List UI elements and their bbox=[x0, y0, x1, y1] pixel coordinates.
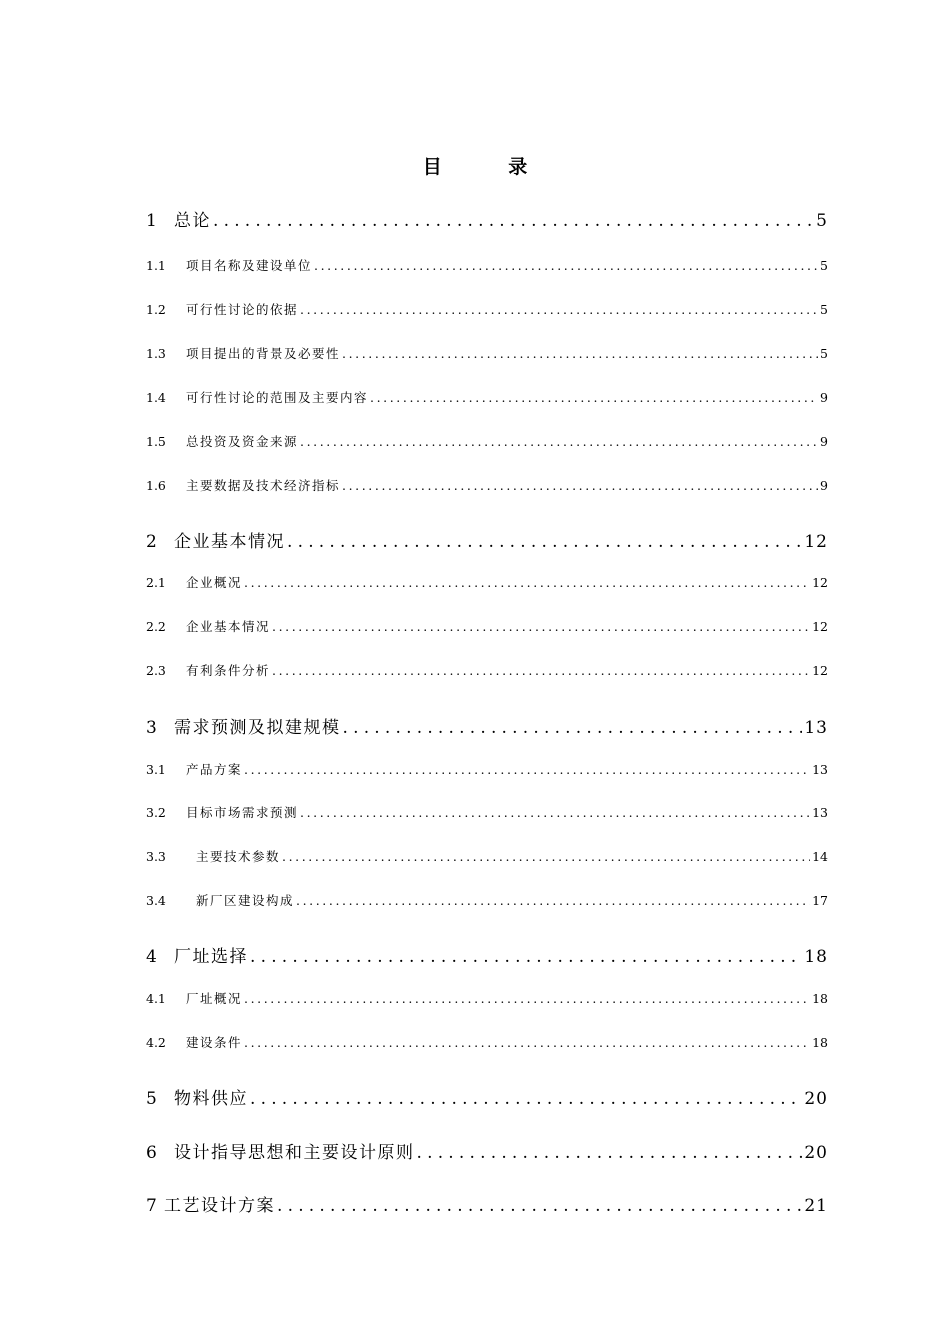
toc-entry-number: 1.2 bbox=[146, 302, 166, 317]
toc-entry-number: 1.6 bbox=[146, 478, 166, 493]
toc-entry-number: 3.1 bbox=[146, 762, 166, 777]
toc-entry-title: 项目名称及建设单位 bbox=[186, 258, 313, 273]
toc-entry-number: 1.5 bbox=[146, 434, 166, 449]
toc-entry-page: 5 bbox=[820, 346, 828, 361]
toc-entry-1-3[interactable] bbox=[146, 344, 828, 364]
toc-entry-4-1[interactable] bbox=[146, 989, 828, 1009]
dot-leader bbox=[244, 1035, 810, 1050]
toc-entry-number: 3.4 bbox=[146, 893, 166, 908]
toc-entry-number: 2.2 bbox=[146, 619, 166, 634]
toc-entry-title: 项目提出的背景及必要性 bbox=[186, 346, 341, 361]
toc-entry-page: 12 bbox=[804, 532, 828, 552]
toc-entry-4-2[interactable] bbox=[146, 1033, 828, 1053]
toc-entry-2[interactable] bbox=[146, 527, 828, 553]
toc-entry-number: 4 bbox=[146, 947, 157, 967]
dot-leader bbox=[300, 434, 818, 449]
toc-entry-page: 20 bbox=[804, 1089, 828, 1109]
toc-entry-title: 企业基本情况 bbox=[174, 532, 285, 552]
toc-entry-number: 2.3 bbox=[146, 663, 166, 678]
toc-entry-number: 1 bbox=[146, 211, 157, 231]
dot-leader bbox=[342, 346, 818, 361]
toc-entry-page: 9 bbox=[820, 478, 828, 493]
toc-entry-title: 有利条件分析 bbox=[186, 663, 271, 678]
toc-entry-1-6[interactable] bbox=[146, 476, 828, 496]
dot-leader bbox=[282, 849, 810, 864]
toc-entry-page: 12 bbox=[812, 575, 828, 590]
dot-leader bbox=[343, 718, 803, 738]
toc-entry-3[interactable] bbox=[146, 713, 828, 739]
toc-entry-title: 总论 bbox=[174, 211, 211, 231]
toc-entry-title: 企业概况 bbox=[186, 575, 243, 590]
dot-leader bbox=[213, 211, 814, 231]
dot-leader bbox=[300, 805, 810, 820]
toc-entry-title: 可行性讨论的依据 bbox=[186, 302, 299, 317]
toc-entry-3-3[interactable] bbox=[146, 847, 828, 867]
toc-entry-1-1[interactable] bbox=[146, 256, 828, 276]
toc-entry-3-2[interactable] bbox=[146, 803, 828, 823]
toc-entry-page: 9 bbox=[820, 390, 828, 405]
toc-entry-5[interactable] bbox=[146, 1084, 828, 1110]
dot-leader bbox=[417, 1143, 803, 1163]
toc-entry-title: 总投资及资金来源 bbox=[186, 434, 299, 449]
toc-entry-number: 4.2 bbox=[146, 1035, 166, 1050]
toc-entry-title: 建设条件 bbox=[186, 1035, 243, 1050]
toc-entry-number: 3.3 bbox=[146, 849, 166, 864]
toc-entry-page: 13 bbox=[812, 762, 828, 777]
dot-leader bbox=[287, 532, 802, 552]
dot-leader bbox=[370, 390, 818, 405]
toc-entry-number: 2.1 bbox=[146, 575, 166, 590]
toc-entry-page: 18 bbox=[804, 947, 828, 967]
toc-entry-2-2[interactable] bbox=[146, 617, 828, 637]
toc-entry-title: 产品方案 bbox=[186, 762, 243, 777]
toc-entry-page: 5 bbox=[816, 211, 828, 231]
toc-entry-title: 新厂区建设构成 bbox=[196, 893, 295, 908]
toc-entry-number: 2 bbox=[146, 532, 157, 552]
dot-leader bbox=[296, 893, 810, 908]
toc-entry-title: 物料供应 bbox=[174, 1089, 248, 1109]
dot-leader bbox=[244, 762, 810, 777]
dot-leader bbox=[314, 258, 818, 273]
toc-entry-number: 1.4 bbox=[146, 390, 166, 405]
toc-entry-title: 需求预测及拟建规模 bbox=[174, 718, 341, 738]
dot-leader bbox=[244, 991, 810, 1006]
toc-entry-3-1[interactable] bbox=[146, 760, 828, 780]
dot-leader bbox=[244, 575, 810, 590]
toc-entry-1[interactable] bbox=[146, 206, 828, 232]
toc-entry-number: 3.2 bbox=[146, 805, 166, 820]
toc-entry-page: 12 bbox=[812, 619, 828, 634]
toc-entry-number: 4.1 bbox=[146, 991, 166, 1006]
toc-entry-1-2[interactable] bbox=[146, 300, 828, 320]
toc-entry-page: 9 bbox=[820, 434, 828, 449]
toc-entry-title: 设计指导思想和主要设计原则 bbox=[174, 1143, 415, 1163]
toc-entry-2-3[interactable] bbox=[146, 661, 828, 681]
dot-leader bbox=[250, 947, 802, 967]
toc-entry-2-1[interactable] bbox=[146, 573, 828, 593]
toc-entry-7[interactable] bbox=[146, 1191, 828, 1217]
toc-entry-page: 5 bbox=[820, 258, 828, 273]
toc-entry-page: 13 bbox=[804, 718, 828, 738]
toc-entry-title: 厂址概况 bbox=[186, 991, 243, 1006]
toc-entry-title: 目标市场需求预测 bbox=[186, 805, 299, 820]
dot-leader bbox=[342, 478, 818, 493]
toc-entry-page: 20 bbox=[804, 1143, 828, 1163]
toc-entry-number: 7 bbox=[146, 1196, 157, 1216]
toc-entry-page: 18 bbox=[812, 991, 828, 1006]
toc-entry-1-4[interactable] bbox=[146, 388, 828, 408]
dot-leader bbox=[300, 302, 818, 317]
dot-leader bbox=[272, 663, 810, 678]
dot-leader bbox=[250, 1089, 802, 1109]
toc-entry-page: 21 bbox=[804, 1196, 828, 1216]
toc-entry-title: 工艺设计方案 bbox=[164, 1196, 275, 1216]
toc-entry-number: 5 bbox=[146, 1089, 157, 1109]
toc-entry-4[interactable] bbox=[146, 942, 828, 968]
toc-entry-number: 1.1 bbox=[146, 258, 166, 273]
toc-entry-page: 13 bbox=[812, 805, 828, 820]
toc-entry-number: 3 bbox=[146, 718, 157, 738]
toc-entry-6[interactable] bbox=[146, 1138, 828, 1164]
toc-entry-title: 主要数据及技术经济指标 bbox=[186, 478, 341, 493]
toc-entry-3-4[interactable] bbox=[146, 891, 828, 911]
toc-entry-page: 17 bbox=[812, 893, 828, 908]
toc-entry-title: 主要技术参数 bbox=[196, 849, 281, 864]
dot-leader bbox=[277, 1196, 802, 1216]
toc-entry-number: 6 bbox=[146, 1143, 157, 1163]
toc-entry-1-5[interactable] bbox=[146, 432, 828, 452]
toc-entry-page: 18 bbox=[812, 1035, 828, 1050]
toc-entry-page: 14 bbox=[812, 849, 828, 864]
dot-leader bbox=[272, 619, 810, 634]
toc-entry-title: 可行性讨论的范围及主要内容 bbox=[186, 390, 369, 405]
toc-title: 目 录 bbox=[422, 156, 558, 178]
toc-entry-page: 5 bbox=[820, 302, 828, 317]
toc-entry-number: 1.3 bbox=[146, 346, 166, 361]
toc-entry-page: 12 bbox=[812, 663, 828, 678]
toc-entry-title: 厂址选择 bbox=[174, 947, 248, 967]
toc-entry-title: 企业基本情况 bbox=[186, 619, 271, 634]
